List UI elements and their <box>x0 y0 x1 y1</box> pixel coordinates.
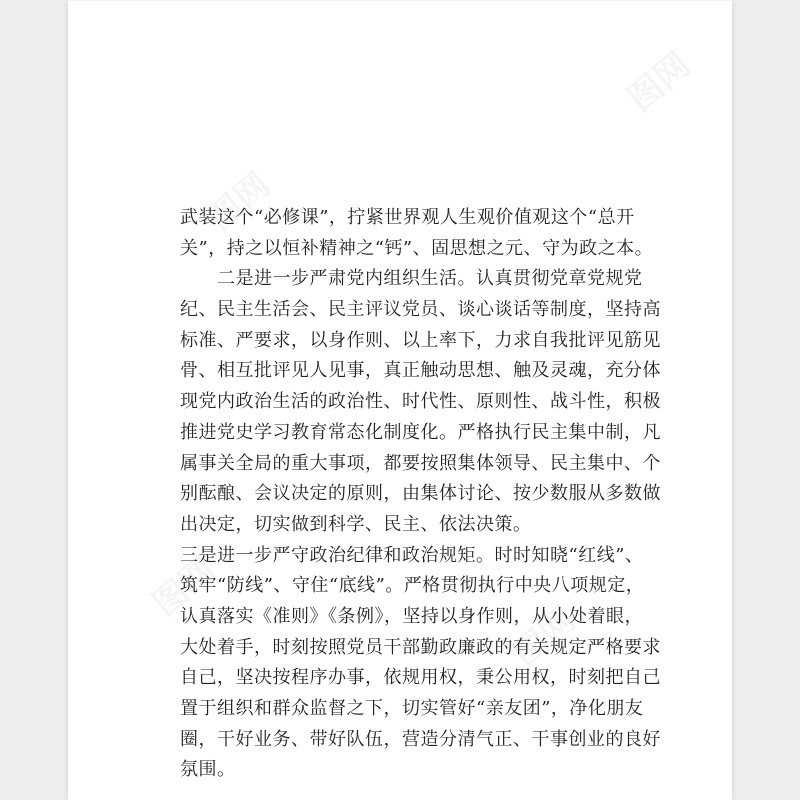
text-line: 武装这个“必修课”，拧紧世界观人生观价值观这个“总开 <box>180 207 635 228</box>
text-line: 二是进一步严肃党内组织生活。认真贯彻党章党规党 <box>217 268 643 290</box>
text-line: 大处着手，时刻按照党员干部勤政廉政的有关规定严格要求 <box>180 636 661 658</box>
text-line: 别酝酿、会议决定的原则，由集体讨论、按少数服从多数做 <box>180 483 661 505</box>
text-line: 骨、相互批评见人见事，真正触动思想、触及灵魂，充分体 <box>180 360 661 382</box>
text-line: 关”，持之以恒补精神之“钙”、固思想之元、守为政之本。 <box>180 237 654 259</box>
paragraph <box>180 203 654 264</box>
page-top-edge <box>68 0 732 1</box>
text-line: 认真落实《准则》《条例》，坚持以身作则，从小处着眼， <box>180 605 643 627</box>
text-line: 出决定，切实做到科学、民主、依法决策。 <box>180 513 532 535</box>
text-line: 筑牢“防线”、守住“底线”。严格贯彻执行中央八项规定， <box>180 575 645 597</box>
paragraph <box>180 541 661 787</box>
text-line: 纪、民主生活会、民主评议党员、谈心谈话等制度，坚持高 <box>180 299 661 321</box>
document-body <box>180 203 661 786</box>
text-line: 三是进一步严守政治纪律和政治规矩。时时知晓“红线”、 <box>180 544 644 566</box>
text-line: 圈，干好业务、带好队伍，营造分清气正、干事创业的良好 <box>180 728 661 750</box>
watermark-logo <box>615 39 699 120</box>
paragraph <box>180 264 661 540</box>
text-line: 现党内政治生活的政治性、时代性、原则性、战斗性，积极 <box>180 391 661 413</box>
text-line: 属事关全局的重大事项，都要按照集体领导、民主集中、个 <box>180 452 661 474</box>
text-line: 自己，坚决按程序办事，依规用权，秉公用权，时刻把自己 <box>180 667 661 689</box>
text-line: 置于组织和群众监督之下，切实管好“亲友团”，净化朋友 <box>180 698 644 719</box>
watermark-text <box>620 45 698 119</box>
text-line: 标准、严要求，以身作则、以上率下，力求自我批评见筋见 <box>180 329 661 351</box>
text-line: 推进党史学习教育常态化制度化。严格执行民主集中制，凡 <box>180 421 661 443</box>
text-line: 氛围。 <box>180 759 236 781</box>
document-page <box>68 0 732 800</box>
